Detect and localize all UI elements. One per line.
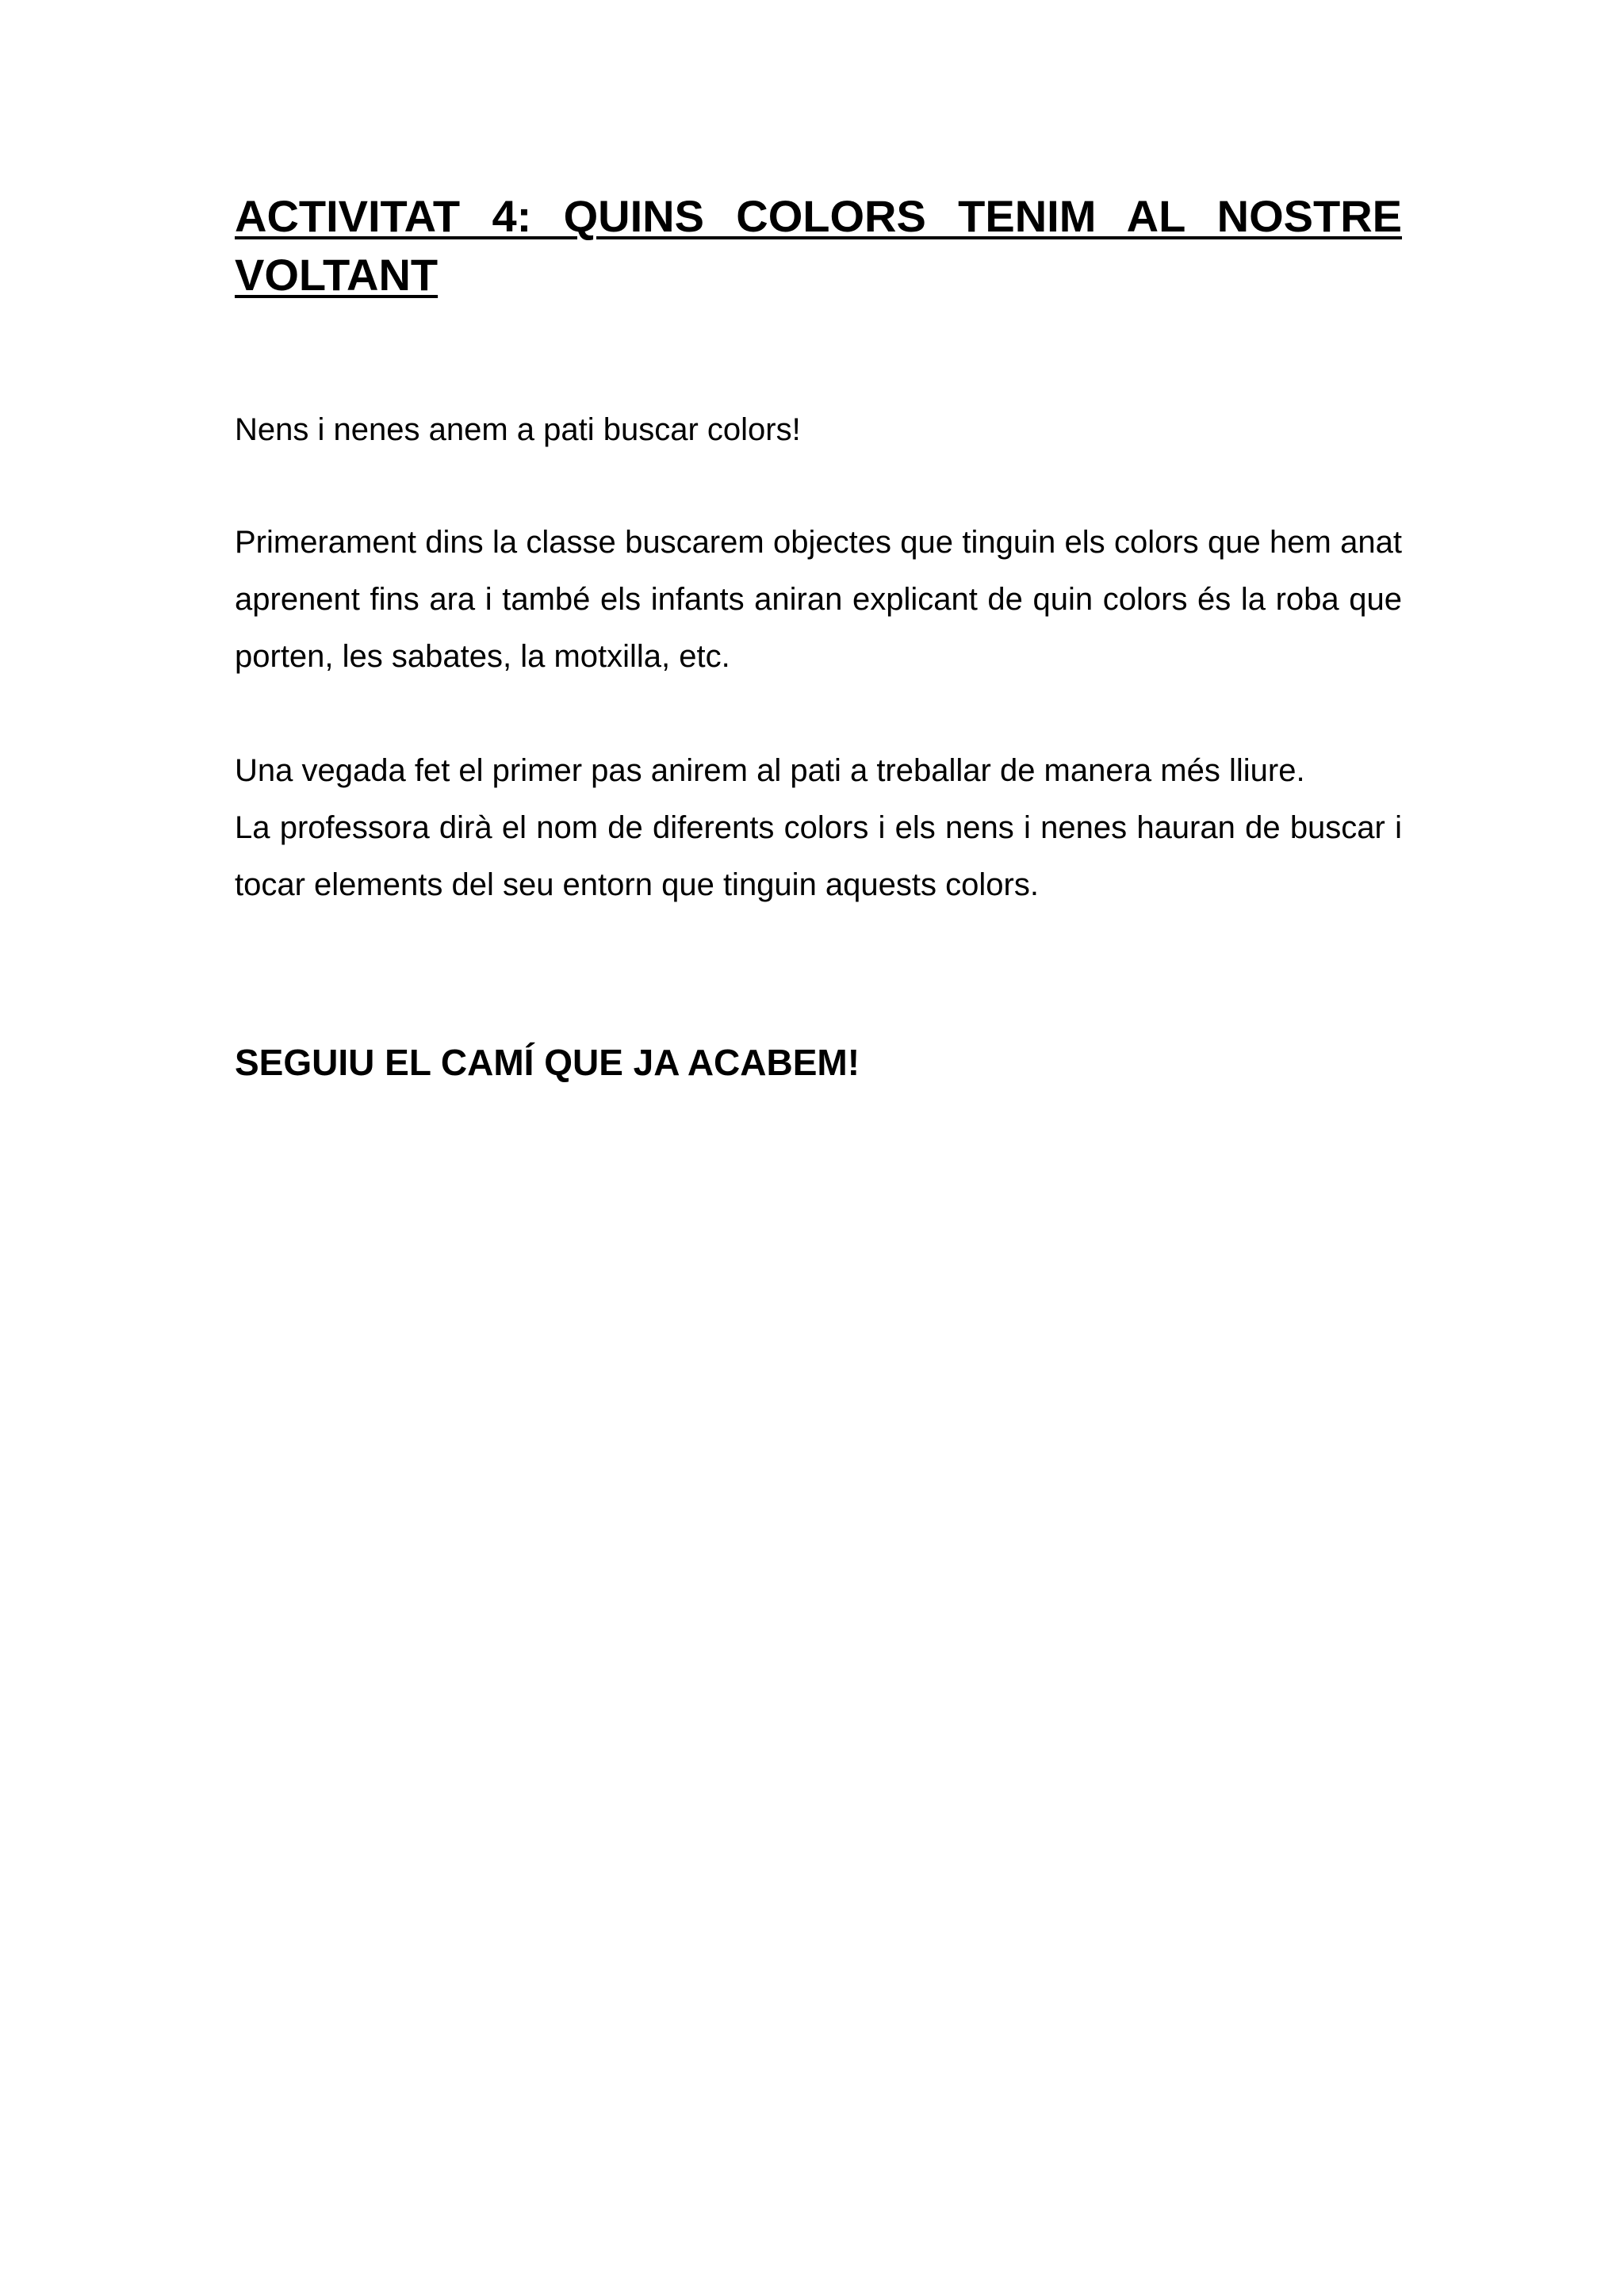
activity-title-line2: VOLTANT [235,250,439,300]
second-step-paragraph [235,742,1402,913]
first-step-paragraph: Primerament dins la classe buscarem objectes que tinguin els colors que hem anat aprenent fins ara i també els infants aniran explicant de quin colors és la roba que porten, les sabates, la motxilla, etc. [235,525,1402,674]
intro-paragraph: Nens i nenes anem a pati buscar colors! [235,412,801,447]
activity-title-line1: ACTIVITAT 4: QUINS COLORS TENIM AL NOSTRE [235,191,1402,241]
second-step-line1: Una vegada fet el primer pas anirem al pati a treballar de manera més lliure. [235,753,1305,788]
document-content [235,187,1402,1083]
activity-title [235,187,1402,304]
second-step-line2: La professora dirà el nom de diferents colors i els nens i nenes hauran de buscar i tocar elements del seu entorn que tinguin aquests colors. [235,810,1402,902]
closing-heading: SEGUIU EL CAMÍ QUE JA ACABEM! [235,1042,860,1083]
